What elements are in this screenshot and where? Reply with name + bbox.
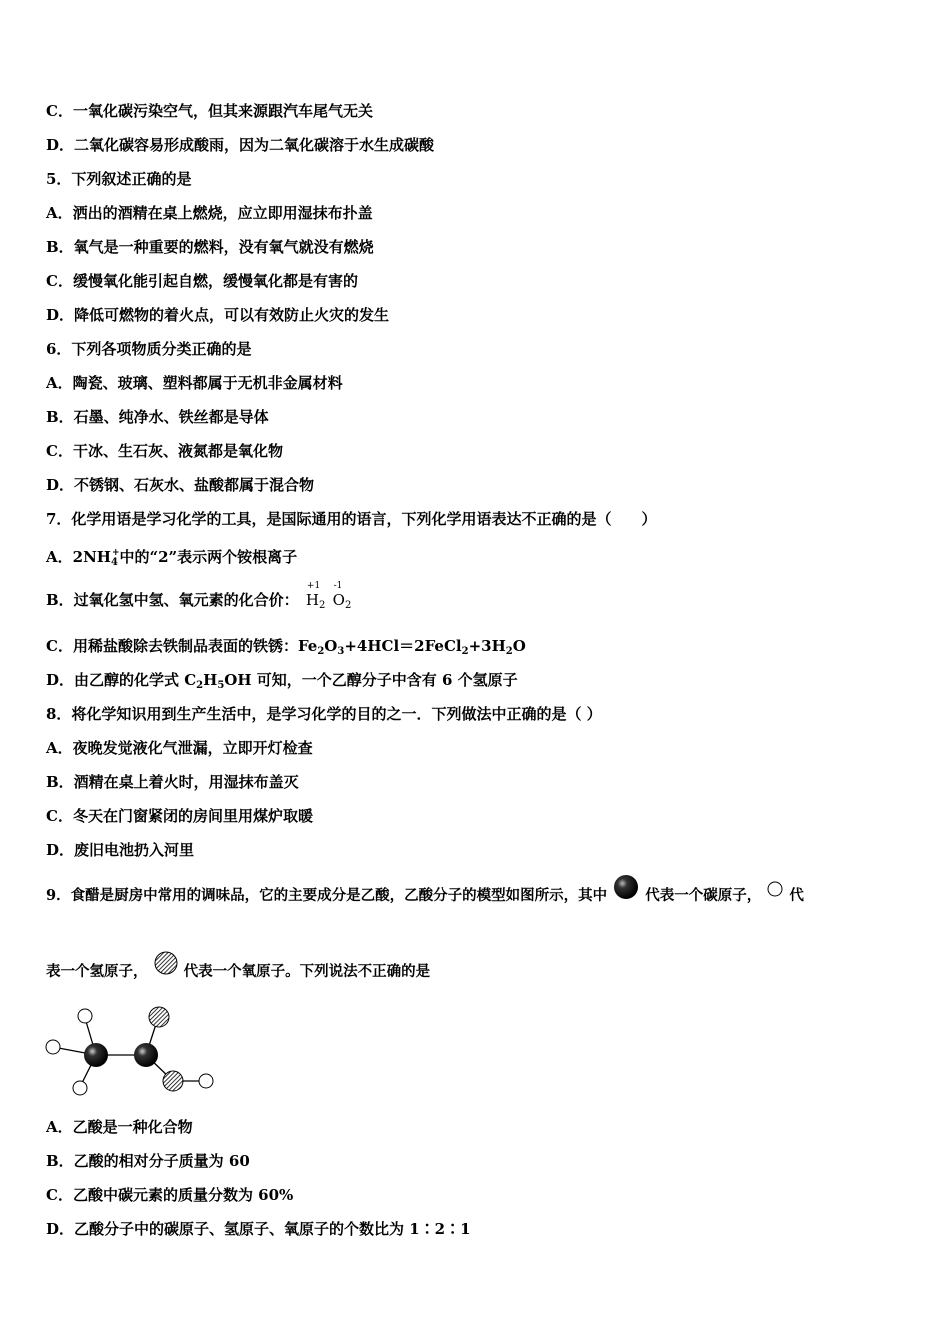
hydrogen-atom-icon bbox=[766, 880, 784, 898]
question-9-line-2 bbox=[46, 962, 430, 982]
question-8: 8．将化学知识用到生产生活中，是学习化学的目的之一．下列做法中正确的是（ ） bbox=[46, 705, 602, 723]
carbon-atom-1 bbox=[84, 1043, 108, 1067]
q7c-mid-2: +4HCl＝2FeCl bbox=[344, 637, 462, 655]
option-d-q4: D．二氧化碳容易形成酸雨，因为二氧化碳溶于水生成碳酸 bbox=[46, 136, 435, 154]
question-6: 6．下列各项物质分类正确的是 bbox=[46, 340, 252, 358]
carbon-atom-icon bbox=[612, 873, 640, 901]
q7b-text-pre: B．过氧化氢中氢、氧元素的化合价： bbox=[46, 591, 299, 609]
q5-option-c: C．缓慢氧化能引起自燃，缓慢氧化都是有害的 bbox=[46, 272, 358, 290]
q8-option-a: A．夜晚发觉液化气泄漏，立即开灯检查 bbox=[46, 739, 313, 757]
q7c-sub-2: 3 bbox=[337, 646, 345, 657]
oxygen-symbol: O bbox=[332, 591, 345, 609]
question-7: 7．化学用语是学习化学的工具，是国际通用的语言，下列化学用语表达不正确的是（ ） bbox=[46, 510, 657, 528]
q7a-text-pre: A．2NH bbox=[46, 548, 111, 566]
q5-option-d: D．降低可燃物的着火点，可以有效防止火灾的发生 bbox=[46, 306, 390, 324]
q7d-text-pre: D．由乙醇的化学式 C bbox=[46, 671, 197, 689]
hydrogen-atom-left bbox=[46, 1040, 60, 1054]
oxygen-valence bbox=[332, 581, 352, 616]
q7a-subscript: 4 bbox=[110, 557, 118, 568]
q9-text-5: 代表一个氧原子。下列说法不正确的是 bbox=[183, 963, 431, 980]
hydrogen-atom-bottom bbox=[73, 1081, 87, 1095]
q7c-end: O bbox=[512, 637, 526, 655]
q7c-sub-3: 2 bbox=[461, 646, 469, 657]
q9-text-1: 9．食醋是厨房中常用的调味品，它的主要成分是乙酸，乙酸分子的模型如图所示，其中 bbox=[46, 887, 608, 904]
hydrogen-subscript: 2 bbox=[319, 600, 326, 611]
q9-text-4: 表一个氢原子， bbox=[46, 963, 148, 980]
q7-option-b bbox=[46, 581, 352, 616]
hydrogen-valence-value: +1 bbox=[306, 581, 321, 591]
hydrogen-valence bbox=[305, 581, 326, 616]
q9-option-d: D．乙酸分子中的碳原子、氢原子、氧原子的个数比为 1∶2∶1 bbox=[46, 1220, 471, 1238]
q7-option-c bbox=[46, 636, 526, 662]
q6-option-d: D．不锈钢、石灰水、盐酸都属于混合物 bbox=[46, 476, 315, 494]
q7c-sub-1: 2 bbox=[317, 646, 325, 657]
q9-text-3: 代 bbox=[789, 887, 804, 904]
q6-option-b: B．石墨、纯净水、铁丝都是导体 bbox=[46, 408, 269, 426]
q7c-sub-4: 2 bbox=[505, 646, 513, 657]
q5-option-a: A．洒出的酒精在桌上燃烧，应立即用湿抹布扑盖 bbox=[46, 204, 373, 222]
q7d-mid: H bbox=[203, 671, 218, 689]
q7d-sub-1: 2 bbox=[196, 680, 204, 691]
oxygen-subscript: 2 bbox=[344, 600, 352, 611]
oxygen-valence-value: -1 bbox=[333, 581, 343, 591]
q7d-sub-2: 5 bbox=[217, 680, 225, 691]
q8-option-d: D．废旧电池扔入河里 bbox=[46, 841, 195, 859]
carbon-atom-2 bbox=[134, 1043, 158, 1067]
q5-option-b: B．氧气是一种重要的燃料，没有氧气就没有燃烧 bbox=[46, 238, 374, 256]
hydrogen-atom-right bbox=[199, 1074, 213, 1088]
oxygen-atom-hydroxyl bbox=[163, 1071, 183, 1091]
q7c-text-pre: C．用稀盐酸除去铁制品表面的铁锈：Fe bbox=[46, 637, 318, 655]
q6-option-a: A．陶瓷、玻璃、塑料都属于无机非金属材料 bbox=[46, 374, 343, 392]
q8-option-c: C．冬天在门窗紧闭的房间里用煤炉取暖 bbox=[46, 807, 313, 825]
question-5: 5．下列叙述正确的是 bbox=[46, 170, 192, 188]
oxygen-atom-double bbox=[149, 1007, 169, 1027]
q7c-mid-1: O bbox=[324, 637, 338, 655]
q9-text-2: 代表一个碳原子， bbox=[645, 887, 762, 904]
question-9-line-1 bbox=[46, 886, 804, 906]
bonds bbox=[53, 1018, 206, 1087]
q7d-text-post: OH 可知，一个乙醇分子中含有 6 个氢原子 bbox=[224, 671, 518, 689]
oxygen-atom-icon bbox=[153, 950, 179, 976]
hydrogen-atom-top bbox=[78, 1009, 92, 1023]
q7c-mid-3: +3H bbox=[468, 637, 506, 655]
hydrogen-symbol: H bbox=[305, 591, 320, 609]
q9-option-c: C．乙酸中碳元素的质量分数为 60% bbox=[46, 1186, 294, 1204]
q9-option-b: B．乙酸的相对分子质量为 60 bbox=[46, 1152, 250, 1170]
q6-option-c: C．干冰、生石灰、液氮都是氧化物 bbox=[46, 442, 283, 460]
option-c-q4: C．一氧化碳污染空气，但其来源跟汽车尾气无关 bbox=[46, 102, 373, 120]
q7a-text-post: 中的“2”表示两个铵根离子 bbox=[119, 548, 298, 566]
q9-option-a: A．乙酸是一种化合物 bbox=[46, 1118, 193, 1136]
q7a-superscript: + bbox=[111, 548, 120, 558]
q7-option-d bbox=[46, 670, 518, 696]
q7-option-a bbox=[46, 543, 297, 573]
q8-option-b: B．酒精在桌上着火时，用湿抹布盖灭 bbox=[46, 773, 299, 791]
acetic-acid-model-diagram bbox=[38, 1000, 228, 1100]
